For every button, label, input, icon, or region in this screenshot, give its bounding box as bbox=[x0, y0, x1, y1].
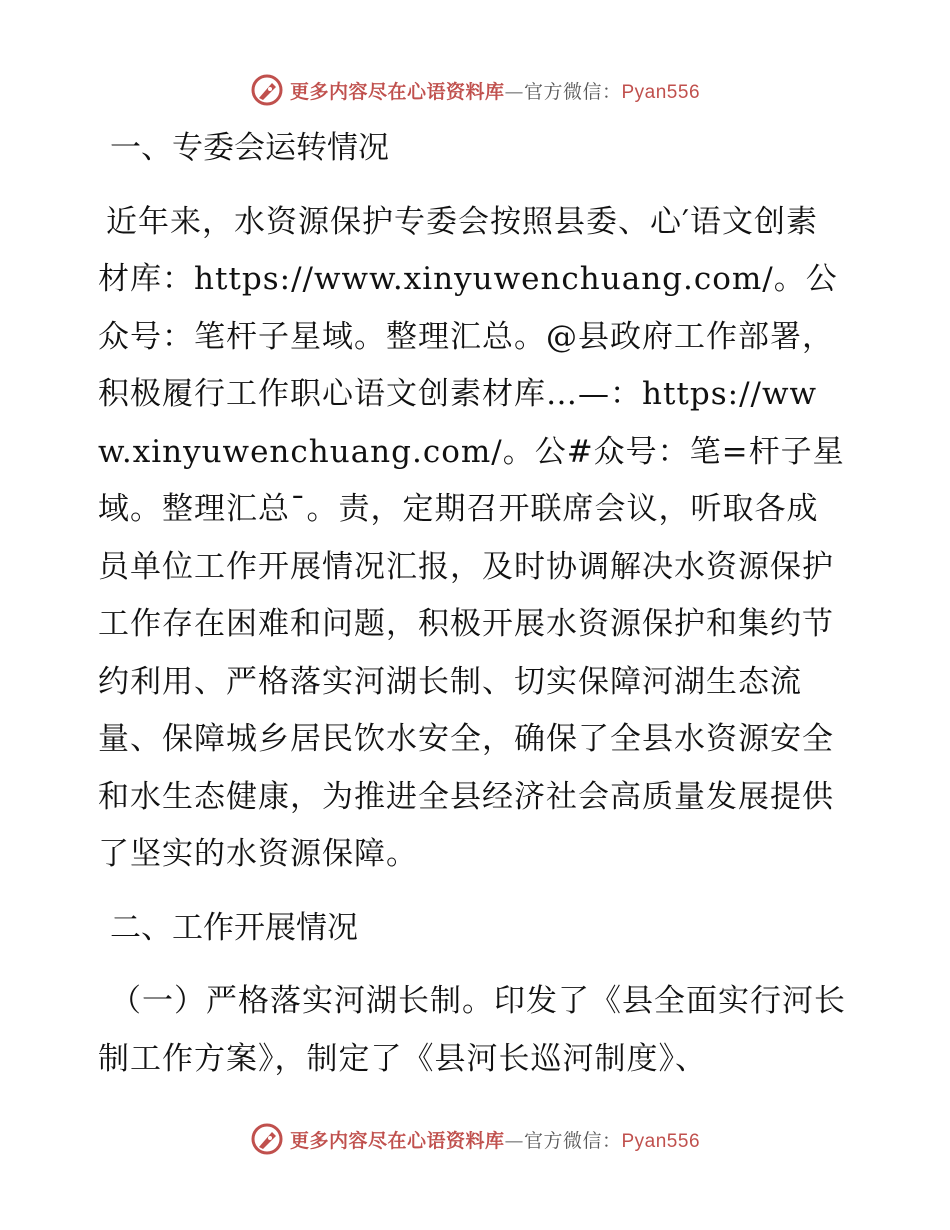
pen-nib-logo-icon bbox=[250, 1122, 284, 1156]
banner-text bbox=[290, 77, 700, 104]
footer-banner bbox=[0, 1119, 950, 1159]
banner-separator: — bbox=[504, 1129, 524, 1152]
banner-separator: — bbox=[504, 80, 524, 103]
pen-nib-logo-icon bbox=[250, 73, 284, 107]
banner-wechat-id: Pyan556 bbox=[621, 81, 701, 103]
section-heading-2: 二、工作开展情况 bbox=[110, 909, 358, 946]
document-body bbox=[98, 120, 850, 1104]
banner-text bbox=[290, 1126, 700, 1153]
banner-official-label: 官方微信： bbox=[523, 80, 622, 103]
section-heading-1: 一、专委会运转情况 bbox=[110, 130, 389, 166]
banner-promo: 更多内容尽在心语资料库 bbox=[289, 1129, 505, 1152]
header-banner bbox=[0, 70, 950, 110]
section-paragraph-1: 近年来，水资源保护专委会按照县委、心′语文创素材库：https://www.xinyuwenchuang.com/。公众号：笔杆子星域。整理汇总。@县政府工作部署，积极履行工作职心语文创素材库…—：https://www.xinyuwenchuang.com/。公#众号：笔=杆子星域。整理汇总¯。责，定期召开联席会议，听取各成员单位工作开展情况汇报，及时协调解决水资源保护工作存在困难和问题，积极开展水资源保护和集约节约利用、严格落实河湖长制、切实保障河湖生态流量、保障城乡居民饮水安全，确保了全县水资源安全和水生态健康，为推进全县经济社会高质量发展提供了坚实的水资源保障。 bbox=[98, 203, 845, 872]
banner-promo: 更多内容尽在心语资料库 bbox=[289, 80, 505, 103]
section-paragraph-2: （一）严格落实河湖长制。印发了《县全面实行河长制工作方案》，制定了《县河长巡河制度》、 bbox=[98, 983, 846, 1077]
banner-official-label: 官方微信： bbox=[523, 1129, 622, 1152]
banner-wechat-id: Pyan556 bbox=[621, 1130, 701, 1152]
